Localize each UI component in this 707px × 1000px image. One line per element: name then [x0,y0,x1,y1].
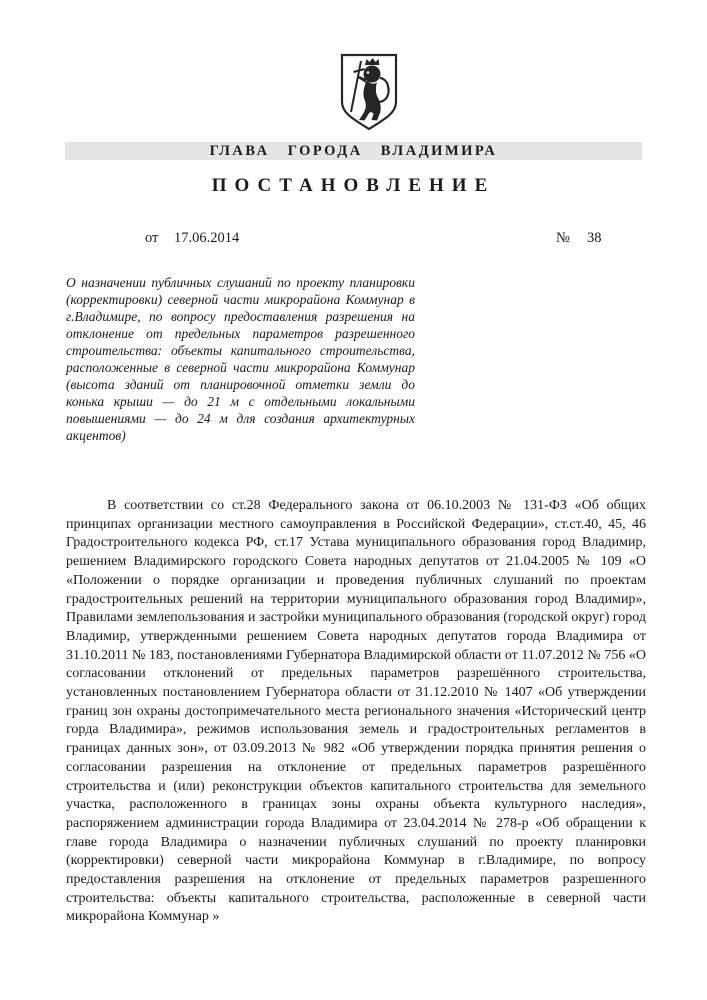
date-prefix-label: от [145,230,159,246]
number-sign: № [556,230,570,246]
document-number: 38 [587,230,602,246]
subject-paragraph: О назначении публичных слушаний по проекту планировки (корректировки) северной части микрорайона Коммунар в г.Владимире, по вопросу предоставления разрешения на отклонение от предельных параметров разрешенного строительства: объекты капитального строительства, расположенные в северной части микрорайона Коммунар (высота зданий от планировочной отметки земли до конька крыши — до 21 м с отдельными локальными повышениями — до 24 м для создания архитектурных акцентов) [66,275,415,443]
date-number-line [0,230,707,250]
vladimir-coat-of-arms-icon [337,52,401,132]
doc-type-title: ПОСТАНОВЛЕНИЕ [211,175,496,196]
body-paragraph: В соответствии со ст.28 Федерального закона от 06.10.2003 № 131-ФЗ «Об общих принципах организации местного самоуправления в Российской Федерации», ст.ст.40, 45, 46 Градостроительного кодекса РФ, ст.17 Устава муниципального образования город Владимир, решением Владимирского городского Совета народных депутатов от 21.04.2005 № 109 «О «Положении о порядке организации и проведения публичных слушаний по проектам градостроительных решений на территории муниципального образования город Владимир», Правилами землепользования и застройки муниципального образования (городской округ) город Владимир, утвержденными решением Совета народных депутатов города Владимира от 31.10.2011 № 183, постановлениями Губернатора Владимирской области от 11.07.2012 № 756 «О согласовании отклонений от предельных параметров разрешённого строительства, установленных постановлением Губернатора области от 31.12.2010 № 1407 «Об утверждении границ зон охраны достопримечательного места регионального значения «Исторический центр горда Владимира», режимов использования земель и градостроительных регламентов в границах данных зон», от 03.09.2013 № 982 «Об утверждении порядка принятия решения о согласовании разрешения на отклонение от предельных параметров разрешённого строительства и (или) реконструкции объектов капитального строительства для земельного участка, расположенного в границах зоны охраны объекта культурного наследия», распоряжением администрации города Владимира от 23.04.2014 № 278-р «Об обращении к главе города Владимира о назначении публичных слушаний по проекту планировки (корректировки) северной части микрорайона Коммунар в г.Владимире, по вопросу предоставления разрешения на отклонение от предельных параметров разрешенного строительства: объекты капитального строительства, расположенные в северной части микрорайона Коммунар » [66,498,646,925]
document-date: 17.06.2014 [174,230,240,246]
org-header-text: ГЛАВА ГОРОДА ВЛАДИМИРА [209,142,498,159]
org-header-band [65,142,642,160]
